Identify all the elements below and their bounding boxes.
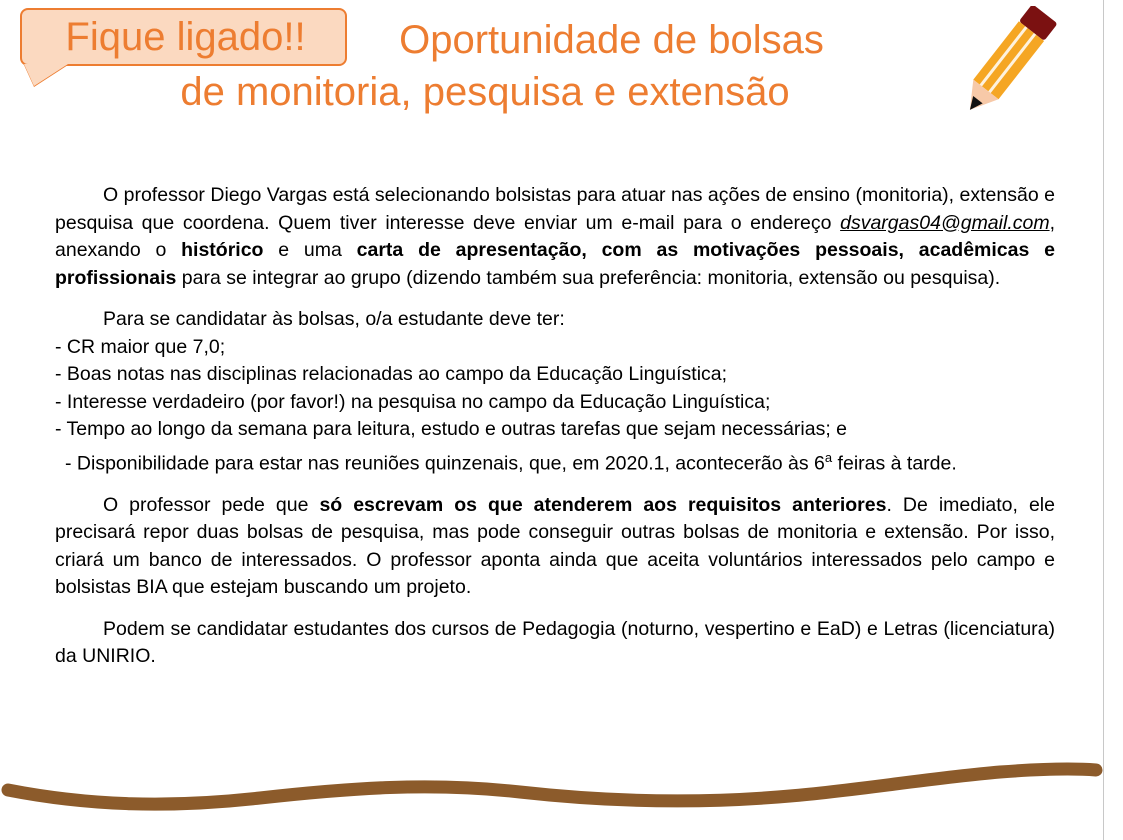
p3-bold-requisitos: só escrevam os que atenderem aos requisitos anteriores	[319, 493, 887, 516]
p1-part2: , anexando o	[55, 211, 1055, 261]
title-line-2: de monitoria, pesquisa e extensão	[180, 70, 790, 114]
pencil-icon	[945, 6, 1065, 124]
paragraph-4	[55, 616, 1055, 671]
email-link[interactable]: dsvargas04@gmail.com	[840, 211, 1050, 234]
p1-part3: e uma	[263, 239, 357, 261]
callout-bubble	[20, 8, 347, 66]
requirements-intro-text: Para se candidatar às bolsas, o/a estudante deve ter:	[103, 308, 565, 330]
p1-bold-historico: histórico	[181, 239, 264, 261]
requirement-item: - Boas notas nas disciplinas relacionadas ao campo da Educação Linguística;	[55, 363, 728, 385]
wavy-line-icon	[0, 758, 1103, 818]
requirements-intro	[55, 306, 1055, 334]
p1-bold-carta: carta de apresentação, com as motivações pessoais, acadêmicas e profissionais	[55, 239, 1055, 289]
requirement-last-after: feiras à tarde.	[832, 452, 957, 474]
body-text	[55, 182, 1055, 685]
requirement-item: - Interesse verdadeiro (por favor!) na pesquisa no campo da Educação Linguística;	[55, 390, 771, 413]
requirement-item: - Tempo ao longo da semana para leitura, estudo e outras tarefas que sejam necessárias; e	[55, 418, 848, 440]
paragraph-1	[55, 182, 1055, 292]
callout-label: Fique ligado!!	[65, 15, 306, 59]
requirement-last-superscript: a	[824, 449, 833, 465]
callout-tail	[24, 64, 68, 86]
p4-text: Podem se candidatar estudantes dos cursos de Pedagogia (noturno, vespertino e EaD) e Letras (licenciatura) da UNIRIO.	[55, 617, 1055, 667]
p1-part4: para se integrar ao grupo (dizendo também sua preferência: monitoria, extensão ou pesquisa).	[176, 266, 1001, 289]
p3-part1: O professor pede que	[103, 493, 320, 516]
requirement-item-last	[55, 444, 1055, 478]
slide-right-edge	[1103, 0, 1123, 840]
requirement-item: - CR maior que 7,0;	[55, 335, 226, 358]
p3-part2: . De imediato, ele precisará repor duas bolsas de pesquisa, mas pode conseguir outras bolsas de monitoria e extensão. Por isso, criará um banco de interessados. O professor aponta ainda que aceita voluntários interessados pelo campo e bolsistas BIA que estejam buscando um projeto.	[55, 493, 1055, 598]
paragraph-3	[55, 492, 1055, 602]
title-line-1-text: Oportunidade de bolsas	[388, 18, 824, 62]
requirement-last-before: - Disponibilidade para estar nas reuniões quinzenais, que, em 2020.1, acontecerão às 6	[65, 452, 825, 474]
requirements-block	[55, 306, 1055, 478]
p1-part1: O professor Diego Vargas está selecionando bolsistas para atuar nas ações de ensino (monitoria), extensão e pesquisa que coordena. Quem tiver interesse deve enviar um e-mail para o endereço	[55, 184, 1055, 234]
